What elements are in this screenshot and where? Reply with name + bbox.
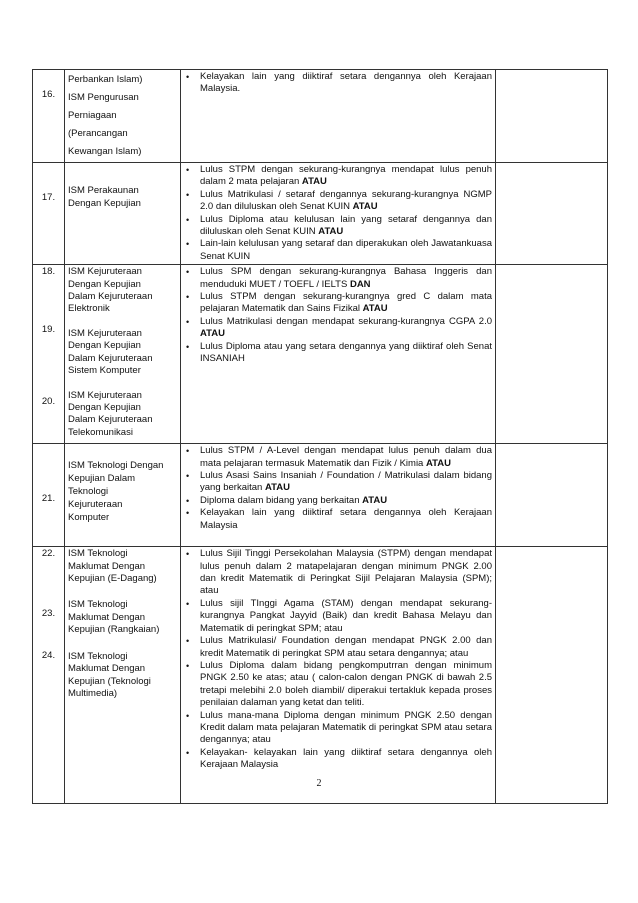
requirement-connector: ATAU: [362, 303, 388, 315]
programme-line: Perniagaan: [68, 110, 117, 121]
programme-line: (Perancangan: [68, 128, 128, 139]
programme-line: Teknologi: [68, 486, 109, 498]
row-number: 21.: [41, 493, 56, 505]
requirement-connector: DAN: [349, 278, 371, 290]
requirements-cell: [181, 163, 496, 265]
requirement-item: [186, 291, 492, 316]
requirements-list: [184, 266, 492, 365]
requirement-text: Kelayakan lain yang diiktiraf setara dengannya oleh Kerajaan Malaysia: [200, 507, 492, 531]
requirement-item: [186, 635, 492, 660]
requirement-text: Kelayakan- kelayakan lain yang diiktiraf setara dengannya oleh Kerajaan Malaysia: [200, 746, 492, 771]
programme-line: Dengan Kepujian: [68, 198, 141, 209]
row-number-cell: [33, 70, 65, 163]
programme-line: Maklumat Dengan: [68, 611, 146, 623]
requirement-text: Lulus Diploma atau kelulusan lain yang setaraf dengannya dan diluluskan oleh Senat KUIN: [200, 213, 492, 238]
requirement-item: [186, 188, 492, 214]
requirement-item: [186, 238, 492, 263]
programme-line: Dalam Kejuruteraan: [68, 352, 153, 364]
requirement-item: [186, 659, 492, 710]
bullet-icon: •: [186, 267, 190, 278]
requirement-text: Lulus SPM dengan sekurang-kurangnya Bahasa Inggeris dan menduduki MUET / TOEFL / IELTS: [200, 266, 492, 290]
programme-line: ISM Kejuruteraan: [68, 389, 142, 401]
programme-cell: [65, 70, 181, 163]
programme-line: Multimedia): [68, 687, 118, 699]
programme-line: ISM Teknologi: [68, 548, 128, 560]
programme-name: [68, 184, 177, 210]
programme-line: Kepujian Dalam: [68, 473, 136, 485]
programme-line: Dalam Kejuruteraan: [68, 291, 153, 303]
requirement-text: Kelayakan lain yang diiktiraf setara dengannya oleh Kerajaan Malaysia.: [200, 71, 492, 95]
row-number: 24.: [41, 650, 56, 662]
programme-line: Kewangan Islam): [68, 146, 142, 157]
requirement-text: Lulus Asasi Sains Insaniah / Foundation / Matrikulasi dalam bidang yang berkaitan: [200, 470, 492, 494]
bullet-icon: •: [186, 495, 190, 506]
programme-line: ISM Perakaunan: [68, 185, 139, 196]
requirement-connector: ATAU: [318, 226, 344, 238]
requirements-cell: [181, 444, 496, 547]
row-number-cell: [33, 444, 65, 547]
programme-line: Sistem Komputer: [68, 365, 141, 377]
table-row: [33, 265, 608, 444]
programme-line: ISM Teknologi: [68, 599, 128, 611]
requirement-text: Lulus Matrikulasi / setaraf dengannya sekurang-kurangnya NGMP 2.0 dan diluluskan oleh Senat KUIN: [200, 188, 492, 213]
requirement-connector: ATAU: [362, 494, 388, 506]
empty-cell: [496, 444, 608, 547]
requirement-text: Lulus STPM / A-Level dengan mendapat lulus penuh dalam dua mata pelajaran termasuk Matematik dan Fizik / Kimia: [200, 445, 492, 469]
row-number: 16.: [41, 89, 56, 100]
requirement-text: Lulus mana-mana Diploma dengan minimum PNGK 2.50 dengan Kredit dalam mata pelajaran Matematik di peringkat SPM atau setara dengannya; atau: [200, 709, 492, 746]
bullet-icon: •: [186, 239, 190, 250]
requirement-connector: ATAU: [352, 201, 378, 213]
requirement-text: Lulus STPM dengan sekurang-kurangnya mendapat lulus penuh dalam 2 mata pelajaran: [200, 164, 492, 188]
bullet-icon: •: [186, 341, 190, 352]
programme-name: [68, 328, 177, 378]
programme-name: [68, 548, 177, 585]
bullet-icon: •: [186, 72, 190, 82]
requirements-cell: [181, 547, 496, 804]
requirement-text: Lain-lain kelulusan yang setaraf dan diperakukan oleh Jawatankuasa Senat KUIN: [200, 238, 492, 262]
programme-line: Dengan Kepujian: [68, 401, 141, 413]
programme-cell: [65, 265, 181, 444]
programme-name: [68, 599, 177, 636]
programme-line: ISM Teknologi: [68, 650, 128, 662]
requirement-connector: ATAU: [301, 176, 327, 188]
requirement-text: Lulus Matrikulasi dengan mendapat sekurang-kurangnya CGPA 2.0: [200, 315, 492, 327]
programme-line: Elektronik: [68, 303, 110, 315]
bullet-icon: •: [186, 446, 190, 457]
row-number: 20.: [41, 396, 56, 408]
requirement-text: Lulus sijil TInggi Agama (STAM) dengan mendapat sekurang-kurangnya Pangkat Jayyid (Baik) dan kredit Bahasa Melayu dan Matematik di peringkat SPM; atau: [200, 597, 492, 634]
row-number: 18.: [41, 266, 56, 278]
requirements-list: [184, 71, 492, 96]
programme-line: Kepujian (Rangkaian): [68, 624, 160, 636]
requirement-item: [186, 548, 492, 598]
bullet-icon: •: [186, 292, 190, 303]
programme-line: Maklumat Dengan: [68, 560, 146, 572]
requirement-item: [186, 709, 492, 747]
empty-cell: [496, 70, 608, 163]
requirements-cell: [181, 70, 496, 163]
programme-name: [68, 390, 177, 440]
bullet-icon: •: [186, 747, 190, 758]
programme-name: [68, 266, 177, 316]
programme-name: [68, 71, 177, 161]
requirement-item: [186, 445, 492, 470]
requirement-item: [186, 340, 492, 366]
programme-line: Kepujian (E-Dagang): [68, 573, 157, 585]
requirement-item: [186, 266, 492, 291]
bullet-icon: •: [186, 549, 190, 560]
requirement-text: Diploma dalam bidang yang berkaitan: [200, 494, 363, 506]
table-row: [33, 547, 608, 804]
bullet-icon: •: [186, 316, 190, 327]
requirement-text: Lulus Sijil Tinggi Persekolahan Malaysia (STPM) dengan mendapat lulus penuh dalam 2 matapelajaran dengan minimum PNGK 2.00 dan kredit Matematik di Peringkat Sijil Pelajaran Malaysia (SPM); atau: [200, 548, 492, 597]
bullet-icon: •: [186, 165, 190, 175]
requirement-text: Lulus Diploma atau yang setara dengannya yang diiktiraf oleh Senat INSANIAH: [200, 340, 492, 365]
bullet-icon: •: [186, 214, 190, 225]
programme-name: [68, 651, 177, 701]
requirement-text: Lulus STPM dengan sekurang-kurangnya gred C dalam mata pelajaran Matematik dan Sains Fizikal: [200, 291, 492, 315]
bullet-icon: •: [186, 710, 190, 721]
programme-line: Dengan Kepujian: [68, 340, 141, 352]
table-row: [33, 70, 608, 163]
page-number: 2: [316, 778, 322, 789]
requirement-item: [186, 507, 492, 532]
programme-line: Komputer: [68, 512, 110, 524]
programme-cell: [65, 163, 181, 265]
bullet-icon: •: [186, 471, 190, 482]
requirement-item: [186, 746, 492, 772]
requirements-table: [32, 69, 608, 804]
row-number-cell: [33, 163, 65, 265]
programme-line: Kejuruteraan: [68, 499, 123, 511]
programme-cell: [65, 547, 181, 804]
requirement-connector: ATAU: [200, 328, 225, 340]
programme-line: ISM Kejuruteraan: [68, 266, 142, 278]
requirement-item: [186, 494, 492, 507]
row-number-cell: [33, 265, 65, 444]
programme-line: Dengan Kepujian: [68, 278, 141, 290]
requirement-item: [186, 315, 492, 341]
bullet-icon: •: [186, 636, 190, 647]
requirements-list: [184, 548, 492, 771]
programme-line: ISM Kejuruteraan: [68, 327, 142, 339]
programme-line: ISM Teknologi Dengan: [68, 460, 164, 472]
programme-line: Dalam Kejuruteraan: [68, 414, 153, 426]
requirement-text: Lulus Matrikulasi/ Foundation dengan mendapat PNGK 2.00 dan kredit Matematik di peringkat SPM atau setara dengannya; atau: [200, 635, 492, 659]
requirement-item: [186, 597, 492, 635]
programme-line: Maklumat Dengan: [68, 663, 146, 675]
requirement-item: [186, 164, 492, 189]
programme-name: [68, 459, 177, 524]
bullet-icon: •: [186, 189, 190, 200]
bullet-icon: •: [186, 660, 190, 671]
table-row: [33, 444, 608, 547]
row-number: 17.: [41, 192, 56, 203]
requirements-list: [184, 164, 492, 263]
requirements-cell: [181, 265, 496, 444]
programme-line: Telekomunikasi: [68, 426, 133, 438]
row-number: 22.: [41, 548, 56, 560]
row-number: 23.: [41, 608, 56, 620]
requirement-text: Lulus Diploma dalam bidang pengkomputrran dengan minimum PNGK 2.50 ke atas; atau ( calon-calon dengan PNGK di bawah 2.5 tretapi melebihi 2.0 boleh diambil/ diperakui tertakluk kepada proses penilaian dalaman yang ketat dan teliti.: [200, 659, 492, 709]
empty-cell: [496, 547, 608, 804]
requirement-connector: ATAU: [264, 482, 290, 494]
requirements-list: [184, 445, 492, 532]
row-number: 19.: [41, 324, 56, 336]
requirement-item: [186, 213, 492, 239]
programme-line: Kepujian (Teknologi: [68, 675, 151, 687]
bullet-icon: •: [186, 508, 190, 519]
requirement-item: [186, 71, 492, 96]
programme-line: ISM Pengurusan: [68, 92, 139, 103]
table-row: [33, 163, 608, 265]
requirement-item: [186, 470, 492, 495]
requirement-connector: ATAU: [425, 457, 451, 469]
row-number-cell: [33, 547, 65, 804]
empty-cell: [496, 163, 608, 265]
empty-cell: [496, 265, 608, 444]
bullet-icon: •: [186, 598, 190, 609]
programme-line: Perbankan Islam): [68, 74, 143, 85]
programme-cell: [65, 444, 181, 547]
